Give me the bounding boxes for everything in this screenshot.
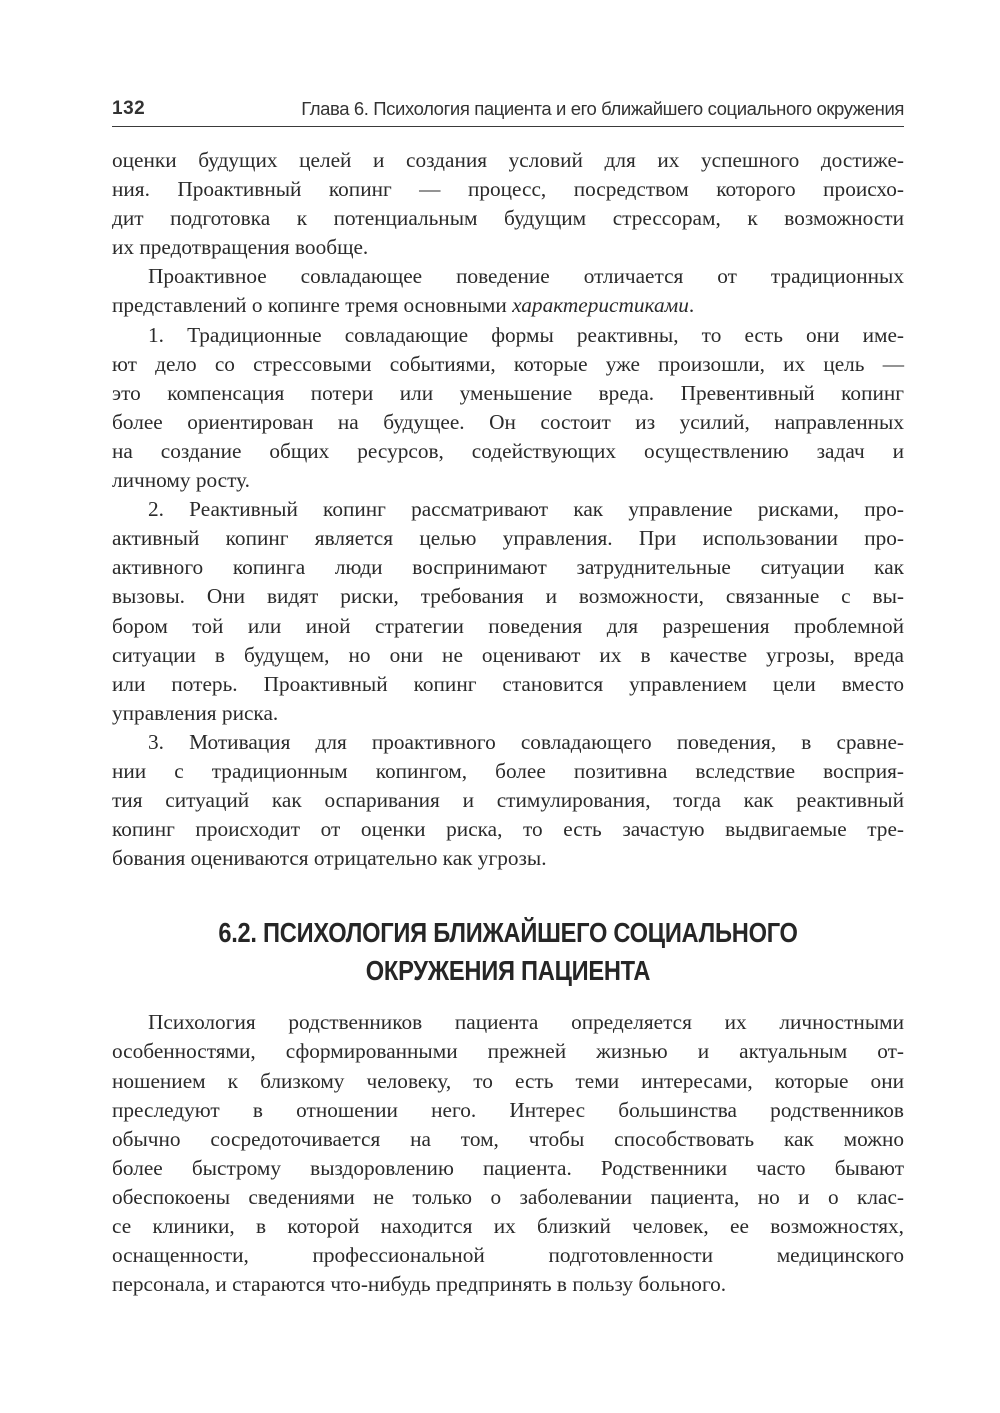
text-line: на создание общих ресурсов, содействующих осуществлению задач и	[112, 438, 904, 463]
text-line: дит подготовка к потенциальным будущим стрессорам, к возможности	[112, 206, 904, 231]
text-line: Психология родственников пациента определяется их личностными	[148, 1010, 904, 1035]
text-line: тия ситуаций как оспаривания и стимулирования, тогда как реактивный	[112, 788, 904, 813]
text-line: оснащенности, профессиональной подготовленности медицинского	[112, 1243, 904, 1268]
text-line: управления риска.	[112, 700, 279, 725]
chapter-title: Глава 6. Психология пациента и его ближайшего социального окружения	[301, 98, 904, 119]
paragraph	[112, 728, 904, 873]
text-line: особенностями, сформированными прежней жизнью и актуальным от-	[112, 1039, 904, 1064]
section-heading-line: ОКРУЖЕНИЯ ПАЦИЕНТА	[365, 955, 651, 987]
text-line: бования оцениваются отрицательно как угрозы.	[112, 846, 547, 871]
text-line: 3. Мотивация для проактивного совладающего поведения, в сравне-	[148, 729, 904, 754]
body-text-after	[112, 1008, 904, 1299]
text-line: ношением к близкому человеку, то есть теми интересами, которые они	[112, 1068, 904, 1093]
text-line: или потерь. Проактивный копинг становится управлением цели вместо	[112, 671, 904, 696]
text-line: бором той или иной стратегии поведения для разрешения проблемной	[112, 613, 904, 638]
text-line: вызовы. Они видят риски, требования и возможности, связанные с вы-	[112, 584, 904, 609]
text-line: преследуют в отношении него. Интерес большинства родственников	[112, 1097, 904, 1122]
text-line: ния. Проактивный копинг — процесс, посредством которого происхо-	[112, 177, 904, 202]
running-header	[112, 92, 904, 127]
text-line: копинг происходит от оценки риска, то есть зачастую выдвигаемые тре-	[112, 817, 904, 842]
text-line	[112, 291, 904, 320]
paragraph	[112, 1008, 904, 1299]
paragraph	[112, 495, 904, 728]
section-heading	[167, 914, 848, 990]
text-line: Проактивное совладающее поведение отличается от традиционных	[148, 264, 904, 289]
text-line: активный копинг является целью управления. При использовании про-	[112, 526, 904, 551]
text-line: обеспокоены сведениями не только о заболевании пациента, но и о клас-	[112, 1184, 904, 1209]
text-line: обычно сосредоточивается на том, чтобы способствовать как можно	[112, 1126, 904, 1151]
section-heading-line: 6.2. ПСИХОЛОГИЯ БЛИЖАЙШЕГО СОЦИАЛЬНОГО	[218, 917, 798, 949]
book-page	[112, 92, 904, 1299]
emphasis-text: характеристиками	[512, 293, 689, 318]
text-line: личному росту.	[112, 468, 250, 493]
text-line: более ориентирован на будущее. Он состоит из усилий, направленных	[112, 409, 904, 434]
paragraph	[112, 321, 904, 496]
text-line: 1. Традиционные совладающие формы реактивны, то есть они име-	[148, 322, 904, 347]
text-segment: .	[688, 293, 695, 318]
text-line: активного копинга люди воспринимают затруднительные ситуации как	[112, 555, 904, 580]
text-line: более быстрому выздоровлению пациента. Родственники часто бывают	[112, 1155, 904, 1180]
paragraph	[112, 146, 904, 262]
text-line: нии с традиционным копингом, более позитивна вследствие восприя-	[112, 758, 904, 783]
text-line: это компенсация потери или уменьшение вреда. Превентивный копинг	[112, 380, 904, 405]
text-line: ют дело со стрессовыми событиями, которые уже произошли, их цель —	[112, 351, 904, 376]
text-segment: представлений о копинге тремя основными	[112, 293, 513, 318]
text-line: персонала, и стараются что-нибудь предпринять в пользу больного.	[112, 1272, 727, 1297]
text-line: ситуации в будущем, но они не оценивают их в качестве угрозы, вреда	[112, 642, 904, 667]
page-number: 132	[112, 98, 146, 119]
body-text-before	[112, 146, 904, 873]
text-line: се клиники, в которой находится их близкий человек, ее возможностях,	[112, 1214, 904, 1238]
paragraph	[112, 262, 904, 320]
text-line: оценки будущих целей и создания условий для их успешного достиже-	[112, 148, 904, 172]
text-line: их предотвращения вообще.	[112, 235, 369, 260]
text-line: 2. Реактивный копинг рассматривают как управление рисками, про-	[148, 497, 904, 522]
